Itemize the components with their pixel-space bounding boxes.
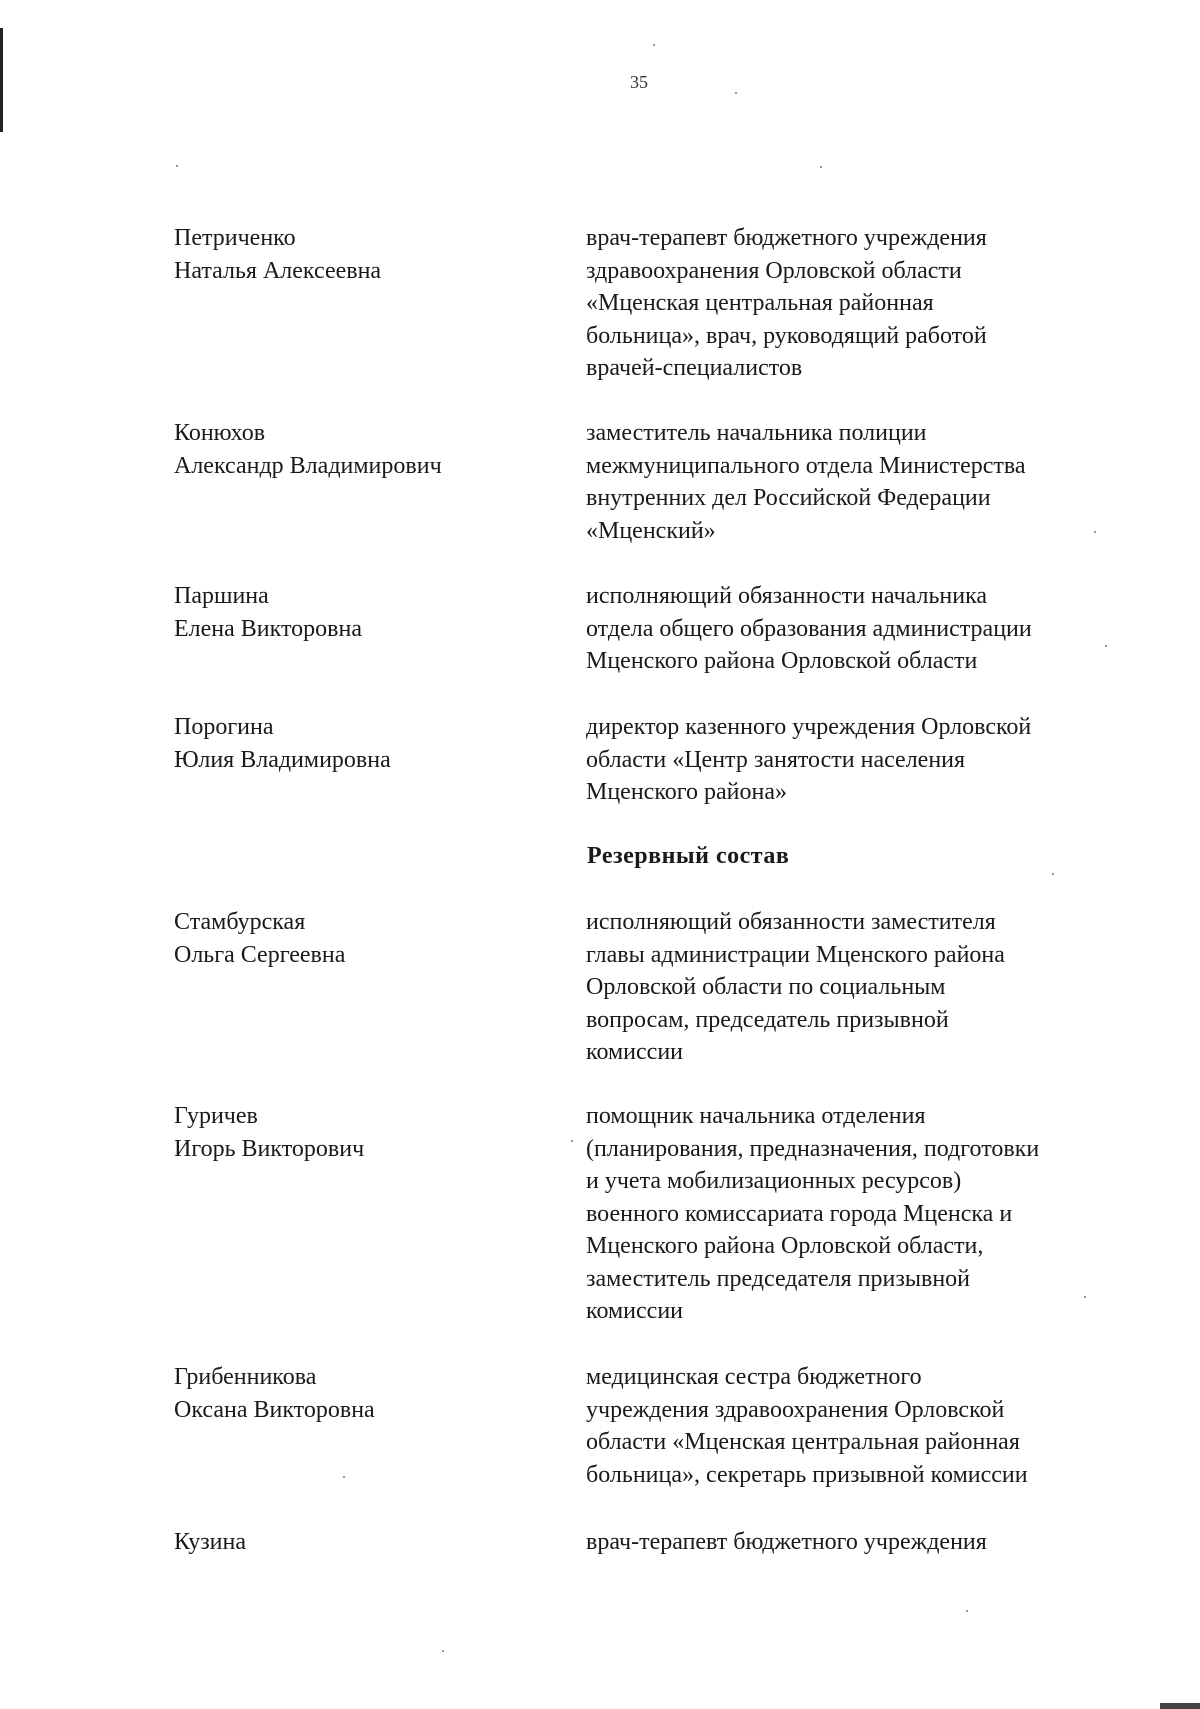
position-line: «Мценский» bbox=[586, 517, 716, 544]
scan-speck bbox=[1094, 531, 1096, 533]
position-line: главы администрации Мценского района bbox=[586, 941, 1005, 968]
position-line: межмуниципального отдела Министерства bbox=[586, 452, 1026, 479]
given-names: Юлия Владимировна bbox=[174, 746, 391, 773]
surname: Грибенникова bbox=[174, 1364, 317, 1390]
scan-speck bbox=[1052, 873, 1054, 875]
scan-speck bbox=[442, 1650, 444, 1652]
position-line: вопросам, председатель призывной bbox=[586, 1006, 949, 1033]
member-position bbox=[586, 1100, 1166, 1328]
member-position bbox=[586, 222, 1166, 385]
given-names: Оксана Викторовна bbox=[174, 1396, 375, 1423]
member-position bbox=[586, 906, 1166, 1069]
member-position bbox=[586, 1526, 1166, 1559]
position-line: больница», секретарь призывной комиссии bbox=[586, 1461, 1028, 1488]
member-name bbox=[174, 1526, 544, 1559]
scan-speck bbox=[571, 1140, 573, 1142]
position-line: больница», врач, руководящий работой bbox=[586, 322, 987, 349]
position-line: Мценского района Орловской области bbox=[586, 648, 978, 674]
member-position bbox=[586, 580, 1166, 678]
member-position bbox=[586, 417, 1166, 547]
surname: Петриченко bbox=[174, 225, 296, 251]
given-names: Наталья Алексеевна bbox=[174, 257, 382, 284]
member-name bbox=[174, 1100, 544, 1165]
position-line: врачей-специалистов bbox=[586, 355, 803, 381]
position-line: комиссии bbox=[586, 1039, 684, 1065]
scan-speck bbox=[176, 165, 178, 167]
position-line: Мценского района Орловской области, bbox=[586, 1233, 984, 1259]
member-name bbox=[174, 417, 544, 482]
given-names: Ольга Сергеевна bbox=[174, 941, 346, 968]
position-line: (планирования, предназначения, подготовки bbox=[586, 1135, 1040, 1162]
position-line: отдела общего образования администрации bbox=[586, 615, 1032, 642]
position-line: помощник начальника отделения bbox=[586, 1103, 926, 1129]
page-number: 35 bbox=[630, 72, 648, 92]
position-line: Мценского района» bbox=[586, 779, 788, 805]
position-line: директор казенного учреждения Орловской bbox=[586, 714, 1032, 740]
position-line: области «Центр занятости населения bbox=[586, 746, 966, 773]
member-name bbox=[174, 906, 544, 971]
surname: Порогина bbox=[174, 714, 274, 740]
given-names: Игорь Викторович bbox=[174, 1135, 365, 1162]
scan-speck bbox=[1084, 1296, 1086, 1298]
surname: Стамбурская bbox=[174, 909, 306, 935]
position-line: исполняющий обязанности начальника bbox=[586, 583, 988, 609]
position-line: врач-терапевт бюджетного учреждения bbox=[586, 1529, 987, 1555]
position-line: и учета мобилизационных ресурсов) bbox=[586, 1168, 962, 1194]
member-name bbox=[174, 1361, 544, 1426]
position-line: заместитель председателя призывной bbox=[586, 1265, 970, 1292]
scan-speck bbox=[1105, 645, 1107, 647]
scan-speck bbox=[735, 92, 737, 94]
scan-speck bbox=[820, 166, 822, 168]
surname: Конюхов bbox=[174, 420, 266, 446]
given-names: Елена Викторовна bbox=[174, 615, 362, 642]
position-line: медицинская сестра бюджетного bbox=[586, 1364, 922, 1390]
member-name bbox=[174, 711, 544, 776]
position-line: учреждения здравоохранения Орловской bbox=[586, 1396, 1005, 1423]
scan-edge-mark bbox=[1160, 1703, 1200, 1709]
position-line: врач-терапевт бюджетного учреждения bbox=[586, 225, 987, 251]
scan-edge-mark bbox=[0, 28, 3, 132]
position-line: здравоохранения Орловской области bbox=[586, 257, 962, 284]
position-line: «Мценская центральная районная bbox=[586, 290, 934, 316]
position-line: исполняющий обязанности заместителя bbox=[586, 909, 996, 935]
member-name bbox=[174, 580, 544, 645]
position-line: военного комиссариата города Мценска и bbox=[586, 1200, 1013, 1227]
reserve-section-heading: Резервный состав bbox=[587, 843, 790, 869]
position-line: области «Мценская центральная районная bbox=[586, 1429, 1020, 1455]
position-line: заместитель начальника полиции bbox=[586, 420, 927, 446]
scan-speck bbox=[653, 44, 655, 46]
given-names: Александр Владимирович bbox=[174, 452, 442, 479]
member-name bbox=[174, 222, 544, 287]
surname: Кузина bbox=[174, 1529, 247, 1555]
position-line: внутренних дел Российской Федерации bbox=[586, 485, 991, 511]
member-position bbox=[586, 711, 1166, 809]
surname: Паршина bbox=[174, 583, 269, 609]
member-position bbox=[586, 1361, 1166, 1491]
position-line: Орловской области по социальным bbox=[586, 974, 946, 1000]
position-line: комиссии bbox=[586, 1298, 684, 1324]
scan-speck bbox=[343, 1476, 345, 1478]
scan-speck bbox=[966, 1610, 968, 1612]
surname: Гуричев bbox=[174, 1103, 258, 1129]
